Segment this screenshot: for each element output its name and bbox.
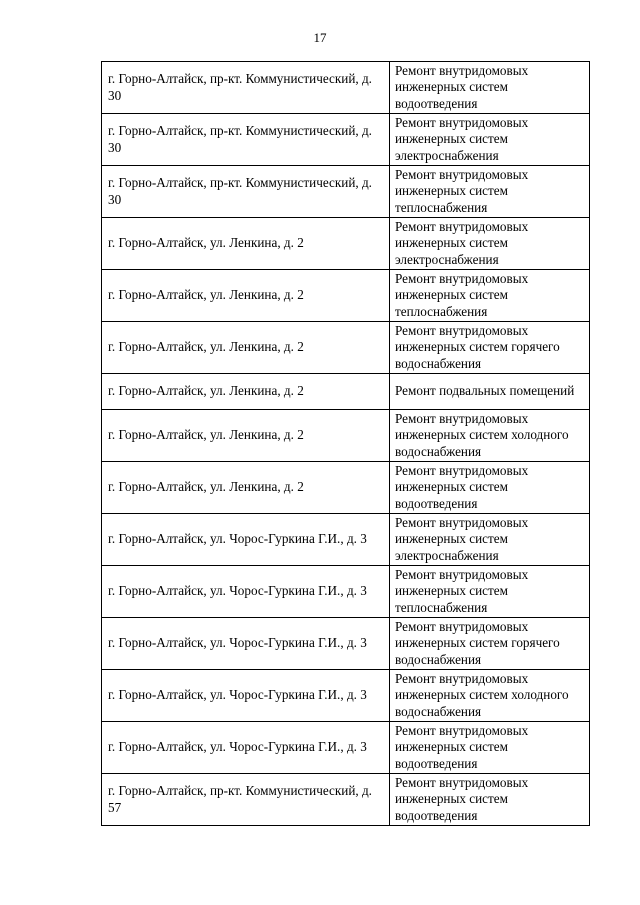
table-row (102, 374, 590, 410)
table-row (102, 410, 590, 462)
work-type-cell: Ремонт внутридомовых инженерных систем водоотведения (390, 62, 590, 114)
table-row (102, 62, 590, 114)
address-cell: г. Горно-Алтайск, ул. Ленкина, д. 2 (102, 410, 390, 462)
table-row (102, 514, 590, 566)
address-cell: г. Горно-Алтайск, ул. Ленкина, д. 2 (102, 322, 390, 374)
address-cell: г. Горно-Алтайск, ул. Ленкина, д. 2 (102, 462, 390, 514)
address-cell: г. Горно-Алтайск, ул. Ленкина, д. 2 (102, 374, 390, 410)
work-type-cell: Ремонт внутридомовых инженерных систем электроснабжения (390, 218, 590, 270)
table-row (102, 270, 590, 322)
table-row (102, 114, 590, 166)
address-cell: г. Горно-Алтайск, пр-кт. Коммунистический, д. 30 (102, 62, 390, 114)
address-cell: г. Горно-Алтайск, пр-кт. Коммунистический, д. 30 (102, 114, 390, 166)
table-row (102, 566, 590, 618)
address-cell: г. Горно-Алтайск, ул. Ленкина, д. 2 (102, 218, 390, 270)
page-number: 17 (313, 30, 327, 45)
table-row (102, 322, 590, 374)
table-row (102, 722, 590, 774)
table-row (102, 462, 590, 514)
table-row (102, 166, 590, 218)
address-cell: г. Горно-Алтайск, ул. Чорос-Гуркина Г.И., д. 3 (102, 670, 390, 722)
works-table (101, 61, 590, 826)
address-cell: г. Горно-Алтайск, пр-кт. Коммунистический, д. 57 (102, 774, 390, 826)
work-type-cell: Ремонт внутридомовых инженерных систем теплоснабжения (390, 270, 590, 322)
work-type-cell: Ремонт внутридомовых инженерных систем водоотведения (390, 462, 590, 514)
address-cell: г. Горно-Алтайск, ул. Чорос-Гуркина Г.И., д. 3 (102, 514, 390, 566)
work-type-cell: Ремонт внутридомовых инженерных систем холодного водоснабжения (390, 670, 590, 722)
work-type-cell: Ремонт внутридомовых инженерных систем горячего водоснабжения (390, 322, 590, 374)
work-type-cell: Ремонт внутридомовых инженерных систем электроснабжения (390, 114, 590, 166)
work-type-cell: Ремонт внутридомовых инженерных систем водоотведения (390, 774, 590, 826)
work-type-cell: Ремонт внутридомовых инженерных систем теплоснабжения (390, 166, 590, 218)
work-type-cell: Ремонт подвальных помещений (390, 374, 590, 410)
table-row (102, 670, 590, 722)
address-cell: г. Горно-Алтайск, ул. Ленкина, д. 2 (102, 270, 390, 322)
work-type-cell: Ремонт внутридомовых инженерных систем теплоснабжения (390, 566, 590, 618)
work-type-cell: Ремонт внутридомовых инженерных систем холодного водоснабжения (390, 410, 590, 462)
address-cell: г. Горно-Алтайск, пр-кт. Коммунистический, д. 30 (102, 166, 390, 218)
work-type-cell: Ремонт внутридомовых инженерных систем водоотведения (390, 722, 590, 774)
address-cell: г. Горно-Алтайск, ул. Чорос-Гуркина Г.И., д. 3 (102, 566, 390, 618)
address-cell: г. Горно-Алтайск, ул. Чорос-Гуркина Г.И., д. 3 (102, 618, 390, 670)
work-type-cell: Ремонт внутридомовых инженерных систем горячего водоснабжения (390, 618, 590, 670)
table-row (102, 774, 590, 826)
address-cell: г. Горно-Алтайск, ул. Чорос-Гуркина Г.И., д. 3 (102, 722, 390, 774)
table-row (102, 618, 590, 670)
table-row (102, 218, 590, 270)
work-type-cell: Ремонт внутридомовых инженерных систем электроснабжения (390, 514, 590, 566)
